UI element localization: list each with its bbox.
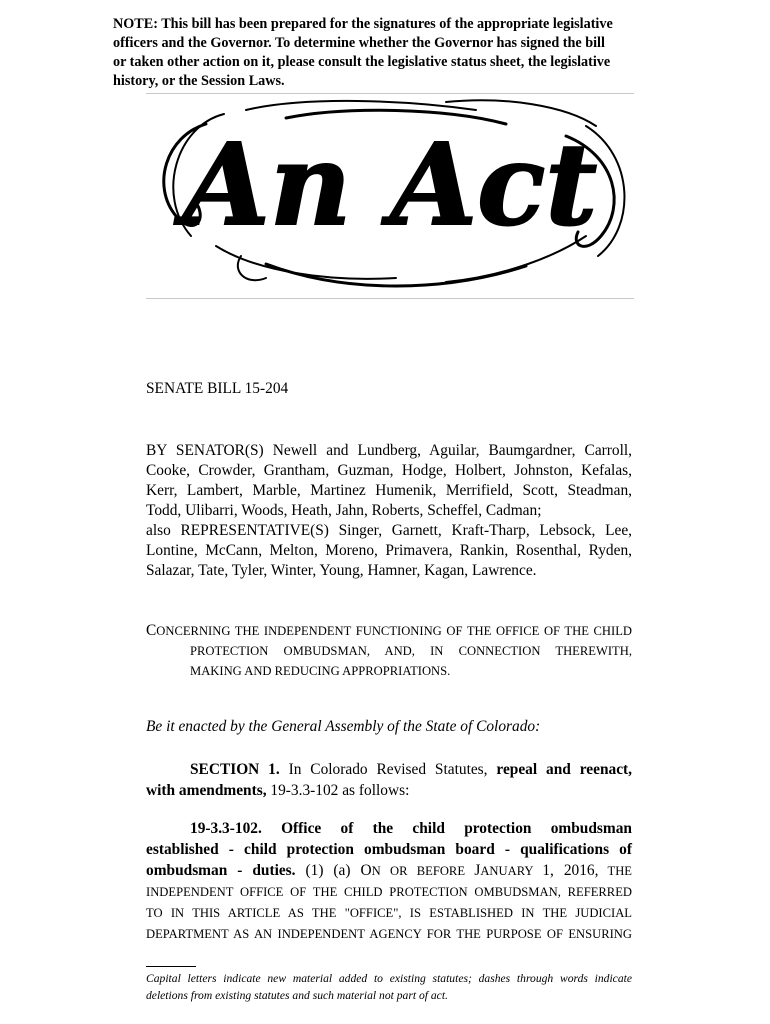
- sponsor-line: Salazar, Tate, Tyler, Winter, Young, Hamner, Kagan, Lawrence.: [146, 562, 537, 579]
- sponsor-line: BY SENATOR(S) Newell and Lundberg, Aguilar, Baumgardner, Carroll,: [146, 442, 632, 459]
- statute-cap: O: [360, 862, 372, 879]
- section-text: In Colorado Revised Statutes,: [279, 761, 497, 778]
- statute-subsection: (1) (a): [295, 862, 361, 879]
- footnote-line-1: Capital letters indicate new material added to existing statutes; dashes through words indicate: [146, 972, 632, 985]
- section-bold: with amendments,: [146, 782, 267, 799]
- section-1-line-2: [146, 780, 632, 801]
- an-act-banner: [146, 96, 634, 298]
- bottom-rule: [146, 298, 634, 299]
- sponsors: [146, 441, 632, 581]
- sponsor-line: also REPRESENTATIVE(S) Singer, Garnett, Kraft-Tharp, Lebsock, Lee,: [146, 522, 632, 539]
- section-1: [146, 759, 632, 801]
- note-line: or taken other action on it, please consult the legislative status sheet, the legislative: [113, 54, 611, 70]
- section-1-line-1: [146, 759, 632, 780]
- statute-line-1: 19-3.3-102. Office of the child protection ombudsman: [190, 820, 632, 837]
- concerning-line-1: [146, 621, 632, 641]
- footnote-rule: [146, 966, 196, 967]
- section-label: SECTION 1.: [190, 761, 280, 778]
- statute-line-6: DEPARTMENT AS AN INDEPENDENT AGENCY FOR THE PURPOSE OF ENSURING: [146, 927, 632, 941]
- statute-heading: ombudsman - duties.: [146, 862, 296, 879]
- statute-smallcaps: ANUARY: [480, 864, 543, 878]
- enacting-clause: Be it enacted by the General Assembly of the State of Colorado:: [146, 718, 541, 735]
- sponsor-line: Kerr, Lambert, Marble, Martinez Humenik, Merrifield, Scott, Steadman,: [146, 482, 632, 499]
- note-line: officers and the Governor. To determine whether the Governor has signed the bill: [113, 35, 605, 51]
- sponsor-line: Lontine, McCann, Melton, Moreno, Primavera, Rankin, Rosenthal, Ryden,: [146, 542, 632, 559]
- statute-cap: J: [474, 862, 481, 879]
- note-line: history, or the Session Laws.: [113, 73, 285, 89]
- concerning-text: ONCERNING THE INDEPENDENT FUNCTIONING OF THE OFFICE OF THE CHILD: [156, 624, 632, 638]
- statute-text: [146, 818, 632, 945]
- an-act-title: An Act: [182, 120, 598, 251]
- concerning-line-2: PROTECTION OMBUDSMAN, AND, IN CONNECTION THEREWITH,: [190, 644, 632, 658]
- statute-line-4: INDEPENDENT OFFICE OF THE CHILD PROTECTION OMBUDSMAN, REFERRED: [146, 885, 632, 899]
- sponsor-line: Todd, Ulibarri, Woods, Heath, Jahn, Roberts, Scheffel, Cadman;: [146, 502, 542, 519]
- statute-year: 1, 2016,: [542, 862, 599, 879]
- concerning-clause: [146, 621, 632, 681]
- statute-smallcaps: N OR BEFORE: [371, 864, 475, 878]
- section-bold: repeal and reenact,: [496, 761, 633, 778]
- statute-line-5: TO IN THIS ARTICLE AS THE "OFFICE", IS ESTABLISHED IN THE JUDICIAL: [146, 906, 632, 920]
- concerning-line-3: MAKING AND REDUCING APPROPRIATIONS.: [190, 664, 451, 678]
- note-line: NOTE: This bill has been prepared for the signatures of the appropriate legislative: [113, 16, 613, 32]
- section-text: 19-3.3-102 as follows:: [266, 782, 410, 799]
- statute-line-3: [146, 860, 632, 882]
- statute-line-2: established - child protection ombudsman board - qualifications of: [146, 841, 632, 858]
- header-note: [113, 15, 643, 91]
- footnote: [146, 970, 632, 1004]
- sponsor-line: Cooke, Crowder, Grantham, Guzman, Hodge, Holbert, Johnston, Kefalas,: [146, 462, 632, 479]
- footnote-line-2: deletions from existing statutes and such material not part of act.: [146, 989, 448, 1002]
- top-rule: [146, 93, 634, 94]
- statute-smallcaps: THE: [598, 864, 632, 878]
- concerning-initial: C: [146, 622, 157, 639]
- bill-number: SENATE BILL 15-204: [146, 380, 289, 397]
